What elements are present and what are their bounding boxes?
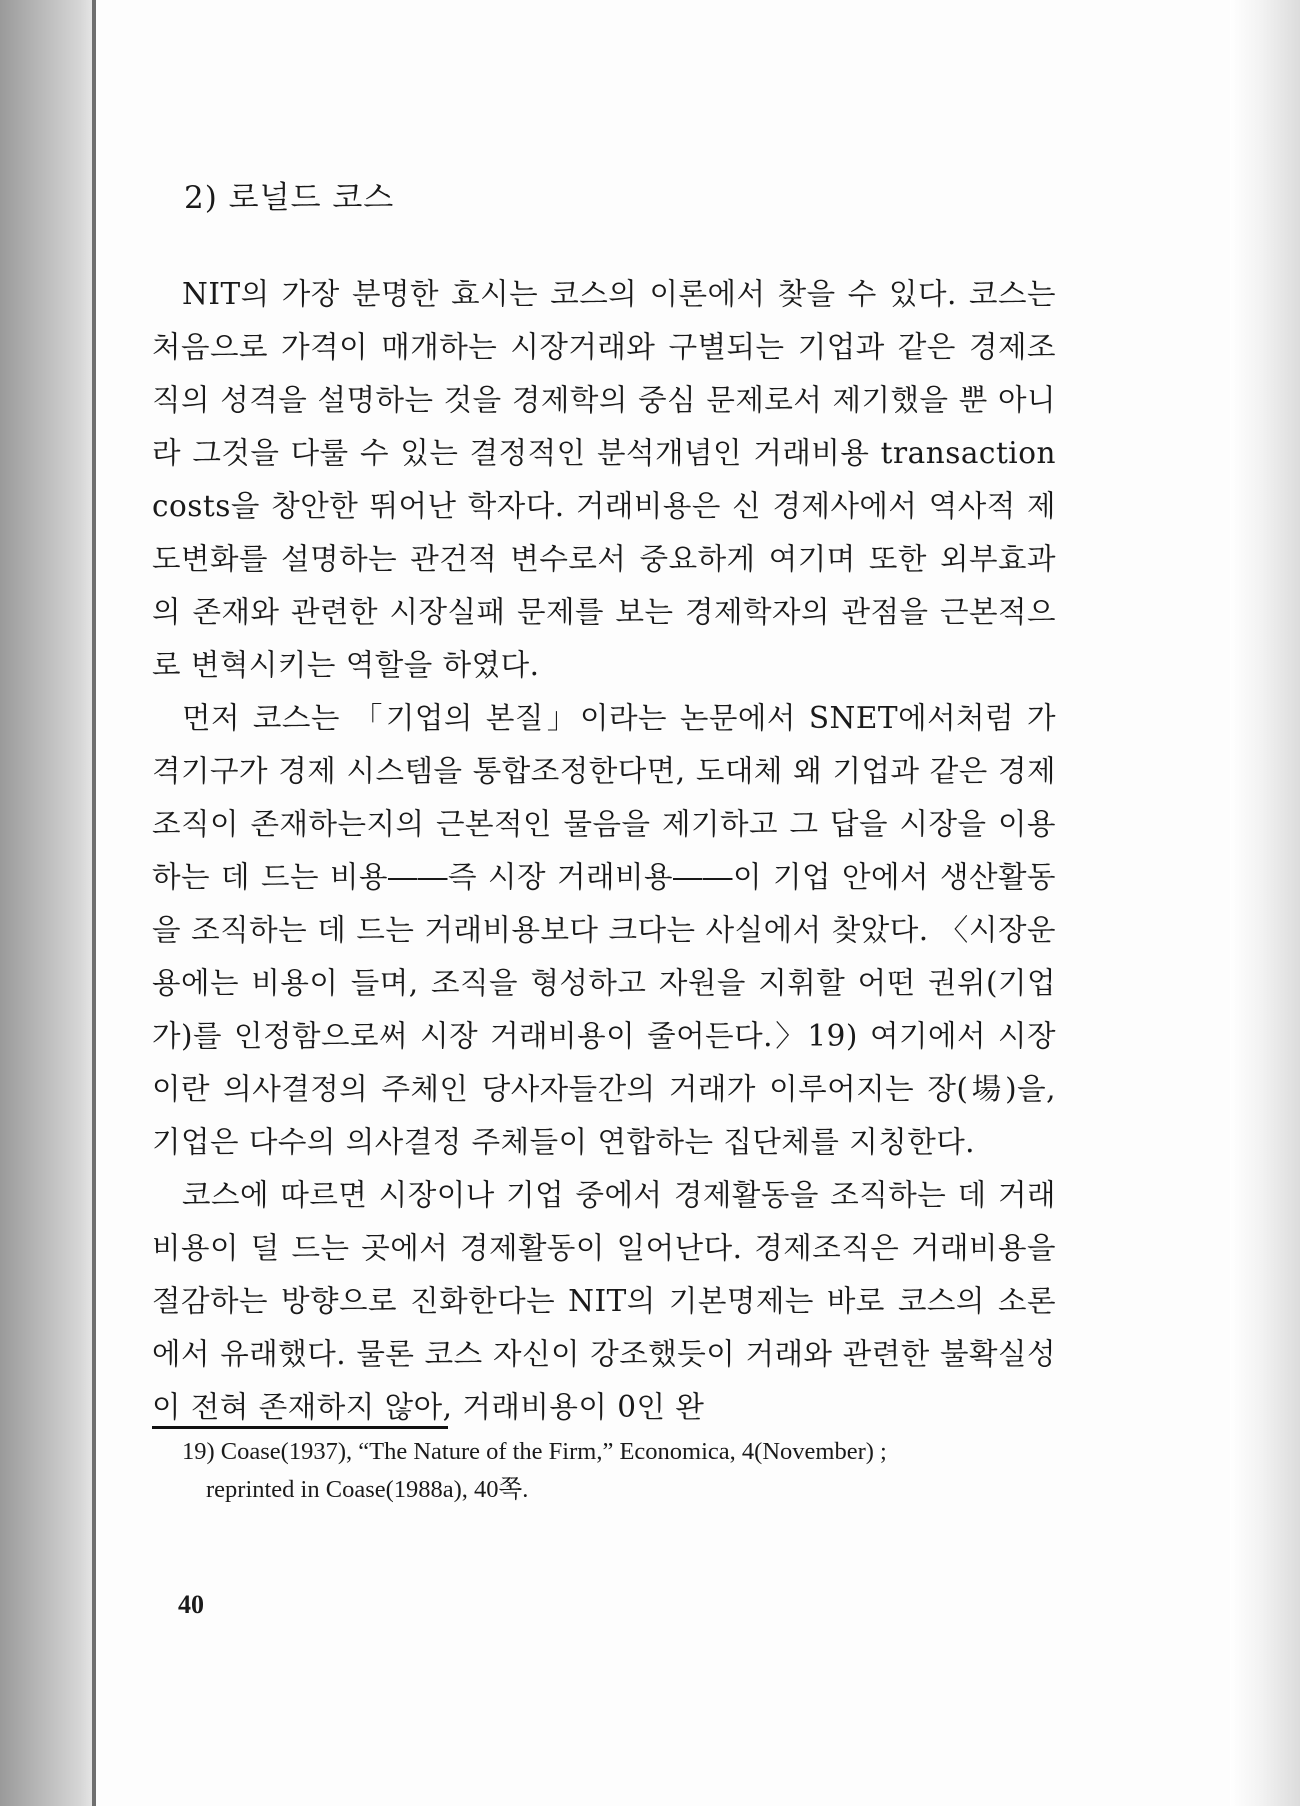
- body-text: [152, 268, 1056, 1434]
- paragraph: 코스에 따르면 시장이나 기업 중에서 경제활동을 조직하는 데 거래비용이 덜 드는 곳에서 경제활동이 일어난다. 경제조직은 거래비용을 절감하는 방향으로 진화한다는 NIT의 기본명제는 바로 코스의 소론에서 유래했다. 물론 코스 자신이 강조했듯이 거래와 관련한 불확실성이 전혀 존재하지 않아, 거래비용이 0인 완: [152, 1178, 1056, 1424]
- paragraph: 먼저 코스는 「기업의 본질」이라는 논문에서 SNET에서처럼 가격기구가 경제 시스템을 통합조정한다면, 도대체 왜 기업과 같은 경제조직이 존재하는지의 근본적인 물음을 제기하고 그 답을 시장을 이용하는 데 드는 비용――즉 시장 거래비용――이 기업 안에서 생산활동을 조직하는 데 드는 거래비용보다 크다는 사실에서 찾았다. 〈시장운용에는 비용이 들며, 조직을 형성하고 자원을 지휘할 어떤 권위(기업가)를 인정함으로써 시장 거래비용이 줄어든다.〉19) 여기에서 시장이란 의사결정의 주체인 당사자들간의 거래가 이루어지는 장(場)을, 기업은 다수의 의사결정 주체들이 연합하는 집단체를 지칭한다.: [152, 701, 1056, 1159]
- paragraph: NIT의 가장 분명한 효시는 코스의 이론에서 찾을 수 있다. 코스는 처음으로 가격이 매개하는 시장거래와 구별되는 기업과 같은 경제조직의 성격을 설명하는 것을 경제학의 중심 문제로서 제기했을 뿐 아니라 그것을 다룰 수 있는 결정적인 분석개념인 거래비용 transaction costs을 창안한 뛰어난 학자다. 거래비용은 신 경제사에서 역사적 제도변화를 설명하는 관건적 변수로서 중요하게 여기며 또한 외부효과의 존재와 관련한 시장실패 문제를 보는 경제학자의 관점을 근본적으로 변혁시키는 역할을 하였다.: [152, 277, 1056, 682]
- page-shadow: [1230, 0, 1300, 1806]
- section-heading: 2) 로널드 코스: [184, 180, 395, 216]
- footnote: [182, 1433, 1062, 1509]
- page-number: 40: [178, 1590, 204, 1619]
- footnote-line: 19) Coase(1937), “The Nature of the Firm,” Economica, 4(November) ;: [182, 1438, 887, 1465]
- book-binding: [0, 0, 96, 1806]
- footnote-line: reprinted in Coase(1988a), 40쪽.: [206, 1476, 529, 1503]
- footnote-divider: [152, 1426, 448, 1429]
